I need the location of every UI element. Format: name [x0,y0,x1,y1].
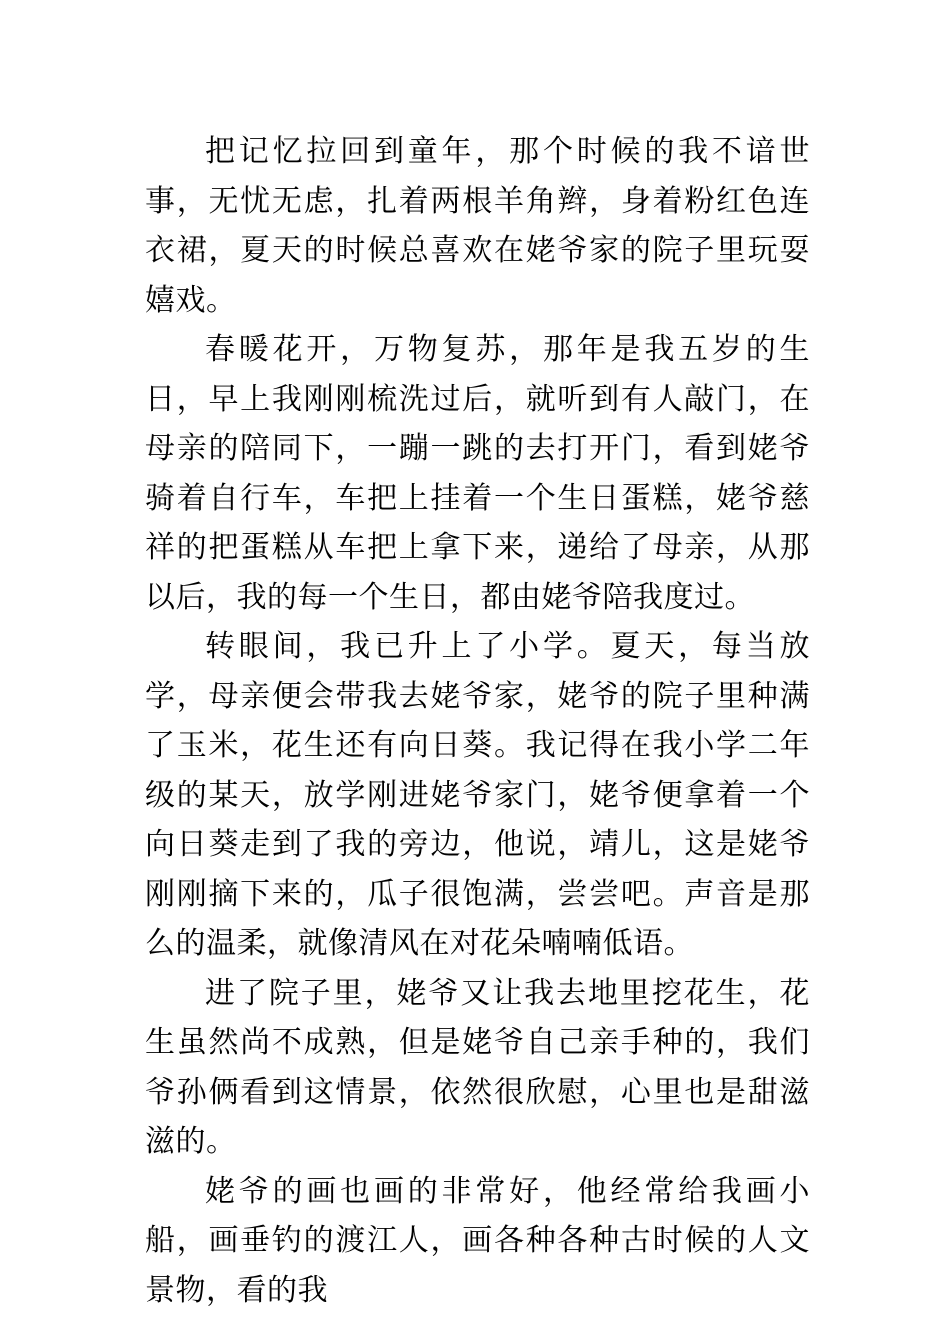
paragraph-5: 姥爷的画也画的非常好，他经常给我画小船，画垂钓的渡江人，画各种各种古时候的人文景物，看的我 [145,1173,810,1308]
paragraph-2: 春暖花开，万物复苏，那年是我五岁的生日，早上我刚刚梳洗过后，就听到有人敲门，在母亲的陪同下，一蹦一跳的去打开门，看到姥爷骑着自行车，车把上挂着一个生日蛋糕，姥爷慈祥的把蛋糕从车把上拿下来，递给了母亲，从那以后，我的每一个生日，都由姥爷陪我度过。 [145,332,810,615]
document-body [145,127,810,1315]
paragraph-4: 进了院子里，姥爷又让我去地里挖花生，花生虽然尚不成熟，但是姥爷自己亲手种的，我们爷孙俩看到这情景，依然很欣慰，心里也是甜滋滋的。 [145,975,810,1159]
paragraph-1: 把记忆拉回到童年，那个时候的我不谙世事，无忧无虑，扎着两根羊角辫，身着粉红色连衣裙，夏天的时候总喜欢在姥爷家的院子里玩耍嬉戏。 [145,134,810,318]
paragraph-3: 转眼间，我已升上了小学。夏天，每当放学，母亲便会带我去姥爷家，姥爷的院子里种满了玉米，花生还有向日葵。我记得在我小学二年级的某天，放学刚进姥爷家门，姥爷便拿着一个向日葵走到了我的旁边，他说，靖儿，这是姥爷刚刚摘下来的，瓜子很饱满，尝尝吧。声音是那么的温柔，就像清风在对花朵喃喃低语。 [145,629,810,961]
